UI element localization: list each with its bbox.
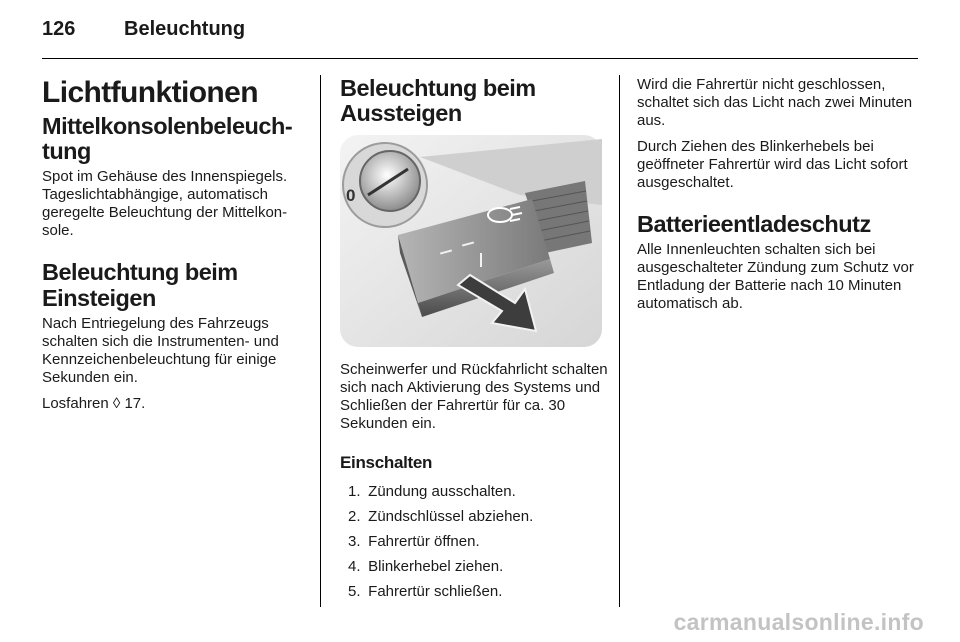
column-divider-2 [619, 75, 620, 607]
page-number: 126 [42, 18, 76, 40]
heading-einschalten: Einschalten [340, 452, 433, 472]
heading-mittelkonsolenbeleuchtung: Mittelkonsolenbeleuch-tung [42, 112, 293, 164]
text-mittelkonsolenbeleuchtung: Spot im Gehäuse des Innenspiegels. Tageslichtabhängige, automatisch geregelte Beleuchtung der Mittelkon-sole. [42, 168, 288, 240]
watermark: carmanualsonline.info [673, 609, 924, 635]
section-title-lichtfunktionen: Lichtfunktionen [42, 76, 258, 109]
step-item: 1. Zündung ausschalten. [348, 482, 516, 500]
heading-batterieentladeschutz: Batterieentladeschutz [637, 211, 871, 237]
steps-list [340, 483, 610, 601]
column-right [637, 76, 917, 321]
step-item: 5. Fahrertür schließen. [348, 582, 503, 600]
page-header [42, 18, 245, 41]
step-item: 4. Blinkerhebel ziehen. [348, 557, 504, 575]
text-batterieentladeschutz: Alle Innenleuchten schalten sich bei ausgeschalteter Zündung zum Schutz vor Entladung der Batterie nach 10 Minuten automatisch ab. [637, 241, 914, 313]
text-beleuchtung-aussteigen: Scheinwerfer und Rückfahrlicht schalten sich nach Aktivierung des Systems und Schließen der Fahrertür für ca. 30 Sekunden ein. [340, 360, 608, 432]
turn-signal-lever-illustration [340, 135, 602, 347]
text-beleuchtung-einsteigen: Nach Entriegelung des Fahrzeugs schalten sich die Instrumenten- und Kennzeichenbeleuchtung für einige Sekunden ein. [42, 315, 279, 387]
heading-beleuchtung-einsteigen: Beleuchtung beim Einsteigen [42, 259, 238, 311]
column-left [42, 76, 310, 421]
column-divider-1 [320, 75, 321, 607]
chapter-title: Beleuchtung [124, 18, 246, 40]
heading-beleuchtung-aussteigen: Beleuchtung beim Aussteigen [340, 75, 536, 127]
step-item: 2. Zündschlüssel abziehen. [348, 507, 534, 525]
step-item: 3. Fahrertür öffnen. [348, 532, 480, 550]
text-tuer-offen: Wird die Fahrertür nicht geschlossen, schaltet sich das Licht nach zwei Minuten aus. [637, 76, 913, 129]
header-rule [42, 58, 918, 59]
ignition-position-zero: 0 [346, 185, 356, 205]
text-blinkerhebel: Durch Ziehen des Blinkerhebels bei geöffneter Fahrertür wird das Licht sofort ausgeschaltet. [637, 138, 908, 191]
column-middle [340, 76, 610, 608]
cross-reference-losfahren: Losfahren ◊ 17. [42, 395, 146, 413]
